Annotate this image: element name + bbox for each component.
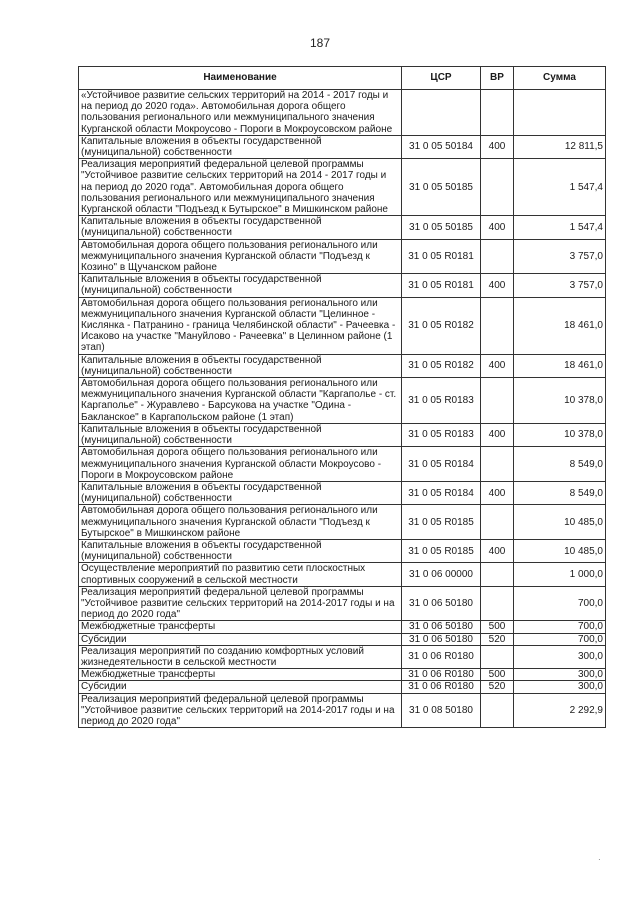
cell-sum: 3 757,0 [514, 274, 606, 297]
cell-vr: 520 [481, 681, 514, 693]
table-row [79, 669, 606, 681]
cell-vr: 400 [481, 481, 514, 504]
table-row [79, 481, 606, 504]
cell-csr: 31 0 08 50180 [402, 693, 481, 728]
cell-vr: 400 [481, 354, 514, 377]
cell-csr: 31 0 05 R0182 [402, 297, 481, 354]
cell-csr: 31 0 05 R0184 [402, 481, 481, 504]
cell-csr: 31 0 05 R0182 [402, 354, 481, 377]
cell-sum: 18 461,0 [514, 354, 606, 377]
table-row [79, 135, 606, 158]
cell-sum: 300,0 [514, 645, 606, 668]
cell-vr [481, 645, 514, 668]
table-row [79, 90, 606, 136]
table-row [79, 693, 606, 728]
cell-sum: 300,0 [514, 669, 606, 681]
cell-vr: 400 [481, 274, 514, 297]
cell-vr: 500 [481, 669, 514, 681]
cell-name: Субсидии [79, 681, 402, 693]
cell-name: Автомобильная дорога общего пользования регионального или межмуниципального значения Курганской области "Подъезд к Бутырское" в Мишкинском районе [79, 505, 402, 540]
cell-name: Межбюджетные трансферты [79, 669, 402, 681]
cell-name: Капитальные вложения в объекты государственной (муниципальной) собственности [79, 481, 402, 504]
table-row [79, 354, 606, 377]
table-row [79, 621, 606, 633]
page-number: 187 [309, 36, 331, 50]
cell-sum: 1 547,4 [514, 216, 606, 239]
margin-mark: · [598, 855, 601, 864]
cell-sum: 10 485,0 [514, 505, 606, 540]
cell-vr: 400 [481, 539, 514, 562]
cell-sum: 3 757,0 [514, 239, 606, 274]
cell-vr: 520 [481, 633, 514, 645]
cell-sum: 2 292,9 [514, 693, 606, 728]
cell-csr: 31 0 05 50185 [402, 159, 481, 216]
table-row [79, 633, 606, 645]
cell-csr: 31 0 05 R0181 [402, 274, 481, 297]
table-header-row [79, 67, 606, 90]
cell-sum: 300,0 [514, 681, 606, 693]
cell-name: Капитальные вложения в объекты государственной (муниципальной) собственности [79, 354, 402, 377]
cell-sum: 8 549,0 [514, 481, 606, 504]
cell-sum: 700,0 [514, 586, 606, 621]
table-row [79, 539, 606, 562]
header-sum: Сумма [514, 67, 606, 90]
cell-csr: 31 0 05 R0185 [402, 505, 481, 540]
cell-vr: 500 [481, 621, 514, 633]
header-csr: ЦСР [402, 67, 481, 90]
cell-sum: 700,0 [514, 621, 606, 633]
cell-csr [402, 90, 481, 136]
cell-name: Капитальные вложения в объекты государственной (муниципальной) собственности [79, 539, 402, 562]
cell-name: Автомобильная дорога общего пользования регионального или межмуниципального значения Курганской области "Каргаполье - ст. Каргаполье" - Журавлево - Барсукова на участке "Одина - Бакланское" в Каргапольском районе (1 этап) [79, 378, 402, 424]
cell-csr: 31 0 06 00000 [402, 563, 481, 586]
cell-sum: 10 485,0 [514, 539, 606, 562]
cell-name: Реализация мероприятий федеральной целевой программы "Устойчивое развитие сельских территорий на 2014-2017 годы и на период до 2020 года" [79, 586, 402, 621]
cell-vr [481, 378, 514, 424]
table-row [79, 586, 606, 621]
table-row [79, 563, 606, 586]
cell-name: Реализация мероприятий по созданию комфортных условий жизнедеятельности в сельской местности [79, 645, 402, 668]
cell-name: Субсидии [79, 633, 402, 645]
table-row [79, 159, 606, 216]
cell-csr: 31 0 05 R0183 [402, 423, 481, 446]
cell-sum: 18 461,0 [514, 297, 606, 354]
cell-vr [481, 586, 514, 621]
cell-csr: 31 0 06 R0180 [402, 669, 481, 681]
cell-vr [481, 447, 514, 482]
cell-name: Автомобильная дорога общего пользования регионального или межмуниципального значения Курганской области Мокроусово - Пороги в Мокроусовском районе [79, 447, 402, 482]
cell-name: Капитальные вложения в объекты государственной (муниципальной) собственности [79, 135, 402, 158]
cell-name: Реализация мероприятий федеральной целевой программы "Устойчивое развитие сельских территорий на 2014-2017 годы и на период до 2020 года" [79, 693, 402, 728]
table-row [79, 378, 606, 424]
cell-vr [481, 90, 514, 136]
table-body [79, 90, 606, 728]
table-row [79, 423, 606, 446]
cell-csr: 31 0 06 R0180 [402, 645, 481, 668]
cell-vr [481, 563, 514, 586]
cell-name: «Устойчивое развитие сельских территорий на 2014 - 2017 годы и на период до 2020 года». Автомобильная дорога общего пользования регионального или межмуниципального значения Курганской области Мокроусово - Пороги в Мокроусовском районе [79, 90, 402, 136]
cell-csr: 31 0 05 50184 [402, 135, 481, 158]
cell-csr: 31 0 05 R0181 [402, 239, 481, 274]
cell-sum: 12 811,5 [514, 135, 606, 158]
cell-csr: 31 0 06 50180 [402, 586, 481, 621]
table-row [79, 239, 606, 274]
cell-name: Капитальные вложения в объекты государственной (муниципальной) собственности [79, 274, 402, 297]
cell-vr: 400 [481, 423, 514, 446]
cell-csr: 31 0 06 R0180 [402, 681, 481, 693]
table-row [79, 447, 606, 482]
table-row [79, 645, 606, 668]
header-name: Наименование [79, 67, 402, 90]
header-vr: ВР [481, 67, 514, 90]
cell-name: Автомобильная дорога общего пользования регионального или межмуниципального значения Курганской области "Подъезд к Козино" в Щучанском районе [79, 239, 402, 274]
cell-name: Реализация мероприятий федеральной целевой программы "Устойчивое развитие сельских территорий на 2014 - 2017 годы и на период до 2020 года". Автомобильная дорога общего пользования регионального или межмуниципального значения Курганской области "Подъезд к Бутырское" в Мишкинском районе [79, 159, 402, 216]
table-row [79, 681, 606, 693]
cell-name: Автомобильная дорога общего пользования регионального или межмуниципального значения Курганской области "Целинное - Кислянка - Патранино - граница Челябинской области" - Рачеевка - Исаково на участке "Мануйлово - Рачеевка" в Целинном районе (1 этап) [79, 297, 402, 354]
cell-csr: 31 0 05 R0183 [402, 378, 481, 424]
cell-name: Капитальные вложения в объекты государственной (муниципальной) собственности [79, 216, 402, 239]
cell-csr: 31 0 05 R0185 [402, 539, 481, 562]
cell-csr: 31 0 05 50185 [402, 216, 481, 239]
cell-vr: 400 [481, 135, 514, 158]
cell-vr [481, 297, 514, 354]
cell-sum: 700,0 [514, 633, 606, 645]
cell-sum: 10 378,0 [514, 423, 606, 446]
table-row [79, 216, 606, 239]
cell-vr: 400 [481, 216, 514, 239]
cell-csr: 31 0 05 R0184 [402, 447, 481, 482]
cell-name: Осуществление мероприятий по развитию сети плоскостных спортивных сооружений в сельской местности [79, 563, 402, 586]
cell-vr [481, 505, 514, 540]
cell-csr: 31 0 06 50180 [402, 621, 481, 633]
cell-sum [514, 90, 606, 136]
cell-vr [481, 693, 514, 728]
cell-sum: 1 547,4 [514, 159, 606, 216]
cell-sum: 8 549,0 [514, 447, 606, 482]
table-row [79, 505, 606, 540]
cell-vr [481, 159, 514, 216]
cell-csr: 31 0 06 50180 [402, 633, 481, 645]
budget-table [78, 66, 606, 728]
table-row [79, 297, 606, 354]
cell-vr [481, 239, 514, 274]
table-row [79, 274, 606, 297]
cell-name: Капитальные вложения в объекты государственной (муниципальной) собственности [79, 423, 402, 446]
cell-name: Межбюджетные трансферты [79, 621, 402, 633]
cell-sum: 10 378,0 [514, 378, 606, 424]
cell-sum: 1 000,0 [514, 563, 606, 586]
